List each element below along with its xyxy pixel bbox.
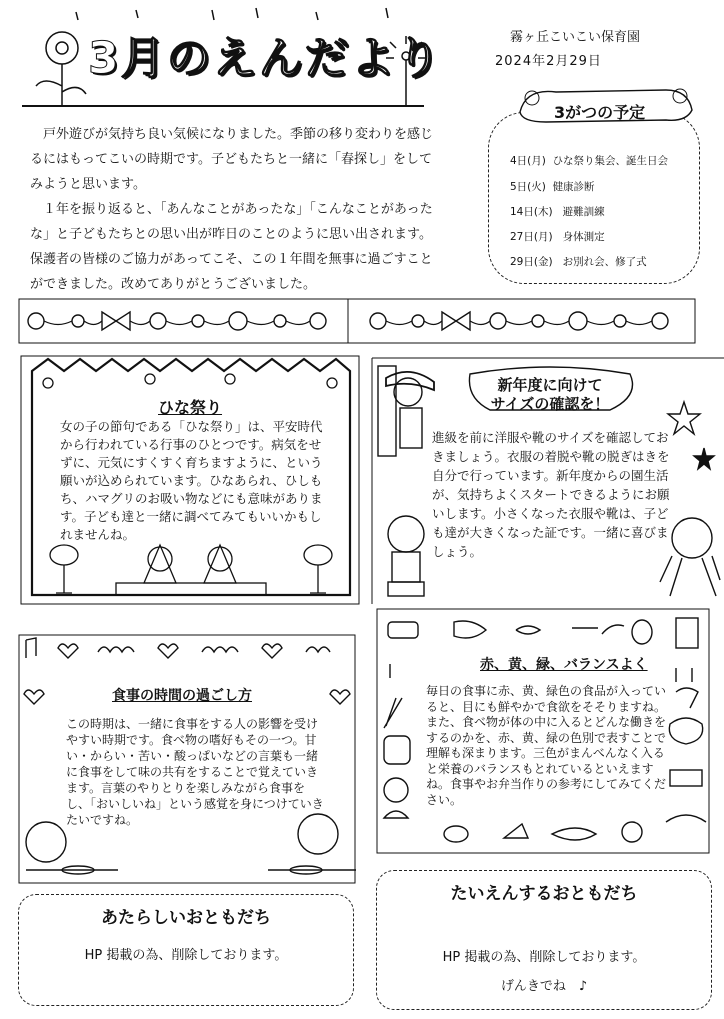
- meal-title: 食事の時間の過ごし方: [112, 688, 252, 704]
- schedule-event: 健康診断: [552, 181, 595, 193]
- schedule-item: [510, 204, 605, 219]
- meal-text: この時期は、一緒に食事をする人の影響を受けやすい時期です。食べ物の嗜好もその一つ。甘い・からい・苦い・酸っぱいなどの言葉も一緒に食事をして味の共有をすることで覚えていきます。言葉のやりとりを楽しみながら食事をし、「おいしいね」という感覚を身につけていきたいですね。: [66, 717, 324, 827]
- new-friends-box: [18, 894, 354, 1006]
- schedule-date: 4日(月): [510, 155, 546, 167]
- schedule-event: 身体測定: [562, 231, 605, 243]
- schedule-event: ひな祭り集会、誕生日会: [552, 155, 669, 167]
- hina-title: ひな祭り: [158, 398, 223, 417]
- leaving-friends-text: HP 掲載の為、削除しております。: [442, 950, 646, 965]
- schedule-event: お別れ会、修了式: [562, 256, 647, 268]
- intro-paragraph-2: １年を振り返ると、「あんなことがあったな」「こんなことがあったな」と子どもたちとの思い出が昨日のことのように思い出されます。保護者の皆様のご協力があってこそ、この１年間を無事に過ごすことができました。改めてありがとうございました。: [30, 202, 433, 292]
- new-friends-title: あたらしいおともだち: [101, 908, 271, 928]
- size-title-line-1: 新年度に向けて: [497, 376, 603, 394]
- leaving-friends-title: たいえんするおともだち: [450, 884, 638, 904]
- schedule-item: [510, 229, 605, 244]
- schedule-date: 29日(金): [510, 256, 553, 268]
- school-name: 霧ヶ丘こいこい保育園: [510, 30, 641, 45]
- schedule-date: 27日(月): [510, 231, 553, 243]
- intro-text: [30, 122, 442, 297]
- food-text: 毎日の食事に赤、黄、緑色の食品が入っていると、目にも鮮やかで食欲をそそりますね。また、食べ物が体の中に入るとどんな働きをするのかを、赤、黄、緑の色別で表すことで理解も深まります。三色がまんべんなく入ると栄養のバランスもとれているといえますね。食事やお弁当作りの参考にしてみてください。: [426, 684, 667, 807]
- intro-paragraph-1: 戸外遊びが気持ち良い気候になりました。季節の移り変わりを感じるにはもってこいの時期です。子どもたちと一緒に「春探し」をしてみようと思います。: [30, 127, 434, 192]
- schedule-event: 避難訓練: [562, 206, 605, 218]
- schedule-date: 14日(木): [510, 206, 553, 218]
- issue-date: 2024年2月29日: [495, 54, 602, 69]
- schedule-item: [510, 153, 668, 168]
- schedule-date: 5日(火): [510, 181, 546, 193]
- food-title: 赤、黄、緑、バランスよく: [480, 657, 648, 673]
- size-title: [460, 376, 640, 414]
- leaving-friends-box: [376, 870, 712, 1010]
- schedule-title: 3がつの予定: [554, 103, 646, 122]
- page-title: 3月のえんだより: [88, 33, 443, 84]
- schedule-item: [510, 179, 595, 194]
- new-friends-text: HP 掲載の為、削除しております。: [84, 948, 288, 963]
- leaving-friends-message: げんきでね ♪: [500, 979, 588, 994]
- size-title-line-2: サイズの確認を！: [490, 395, 610, 413]
- hina-text: 女の子の節句である「ひな祭り」は、平安時代から行われている行事のひとつです。病気をせずに、元気にすくすく育ちますように、という願いが込められています。ひなあられ、ひしもち、ハマグリのお吸い物などにも意味があります。子ども達と一緒に調べてみてもいいかもしれませんね。: [60, 419, 323, 542]
- size-text: 進級を前に洋服や靴のサイズを確認しておきましょう。衣服の着脱や靴の脱ぎはきを自分で行っています。新年度からの園生活が、気持ちよくスタートできるようにお願いします。小さくなった衣服や靴は、子ども達が大きくなった証です。一緒に喜びましょう。: [432, 430, 670, 559]
- flower-garland: [18, 298, 696, 344]
- schedule-item: [510, 254, 647, 269]
